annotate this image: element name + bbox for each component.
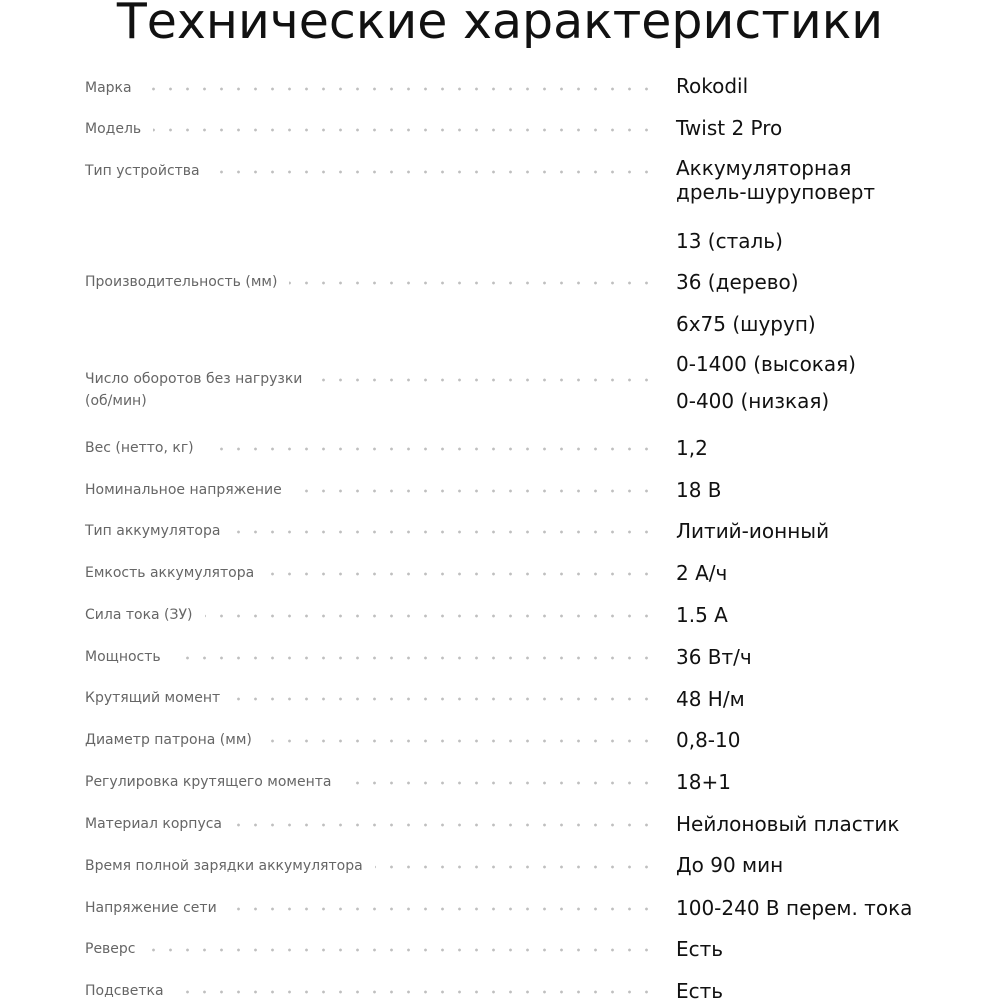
spec-label: Мощность xyxy=(85,649,161,665)
spec-value: 36 (дерево) xyxy=(676,270,799,294)
spec-value: Нейлоновый пластик xyxy=(676,812,900,836)
spec-value: 2 А/ч xyxy=(676,561,728,585)
spec-value: 18+1 xyxy=(676,770,731,794)
spec-label: Время полной зарядки аккумулятора xyxy=(85,858,363,874)
spec-label: Емкость аккумулятора xyxy=(85,565,255,581)
spec-value: 100-240 В перем. тока xyxy=(676,896,913,920)
page-title: Технические характеристики xyxy=(116,0,884,50)
spec-value: 18 В xyxy=(676,478,722,502)
spec-label: Вес (нетто, кг) xyxy=(85,440,194,456)
spec-label: (об/мин) xyxy=(85,393,147,409)
spec-label: Тип аккумулятора xyxy=(85,523,221,539)
spec-label: Марка xyxy=(85,80,132,96)
spec-value: 36 Вт/ч xyxy=(676,645,752,669)
spec-label: Производительность (мм) xyxy=(85,274,278,290)
spec-value: Есть xyxy=(676,979,724,1003)
dotted-leader xyxy=(176,990,655,994)
spec-value: 0-400 (низкая) xyxy=(676,389,830,413)
dotted-leader xyxy=(266,572,655,576)
dotted-leader xyxy=(314,378,655,382)
dotted-leader xyxy=(232,530,655,534)
spec-value: Twist 2 Pro xyxy=(676,116,783,140)
spec-label: Номинальное напряжение xyxy=(85,482,282,498)
dotted-leader xyxy=(148,948,655,952)
dotted-leader xyxy=(375,865,655,869)
dotted-leader xyxy=(206,447,655,451)
spec-value: Есть xyxy=(676,937,724,961)
dotted-leader xyxy=(344,781,655,785)
spec-value: 6x75 (шуруп) xyxy=(676,312,816,336)
spec-value: 13 (сталь) xyxy=(676,229,783,253)
spec-value: 0-1400 (высокая) xyxy=(676,352,856,376)
dotted-leader xyxy=(173,656,655,660)
spec-value: До 90 мин xyxy=(676,853,784,877)
dotted-leader xyxy=(289,281,655,285)
spec-label: Реверс xyxy=(85,941,136,957)
spec-label: Подсветка xyxy=(85,983,164,999)
spec-value: 48 Н/м xyxy=(676,687,745,711)
dotted-leader xyxy=(153,128,655,132)
spec-label: Регулировка крутящего момента xyxy=(85,774,332,790)
spec-value: Литий-ионный xyxy=(676,519,830,543)
spec-label: Крутящий момент xyxy=(85,690,221,706)
spec-label: Диаметр патрона (мм) xyxy=(85,732,252,748)
dotted-leader xyxy=(205,614,655,618)
spec-value: Rokodil xyxy=(676,74,749,98)
spec-label: Материал корпуса xyxy=(85,816,223,832)
spec-value: 1.5 А xyxy=(676,603,728,627)
dotted-leader xyxy=(294,489,655,493)
dotted-leader xyxy=(232,697,655,701)
spec-value: дрель-шуруповерт xyxy=(676,180,876,204)
dotted-leader xyxy=(144,87,655,91)
spec-value: 0,8-10 xyxy=(676,728,741,752)
spec-label: Напряжение сети xyxy=(85,900,217,916)
spec-label: Число оборотов без нагрузки xyxy=(85,371,303,387)
spec-label: Модель xyxy=(85,121,142,137)
spec-value: Аккумуляторная xyxy=(676,156,852,180)
dotted-leader xyxy=(234,823,655,827)
spec-label: Тип устройства xyxy=(85,163,200,179)
spec-label: Сила тока (ЗУ) xyxy=(85,607,193,623)
spec-value: 1,2 xyxy=(676,436,708,460)
dotted-leader xyxy=(264,739,655,743)
dotted-leader xyxy=(229,907,655,911)
dotted-leader xyxy=(212,170,655,174)
